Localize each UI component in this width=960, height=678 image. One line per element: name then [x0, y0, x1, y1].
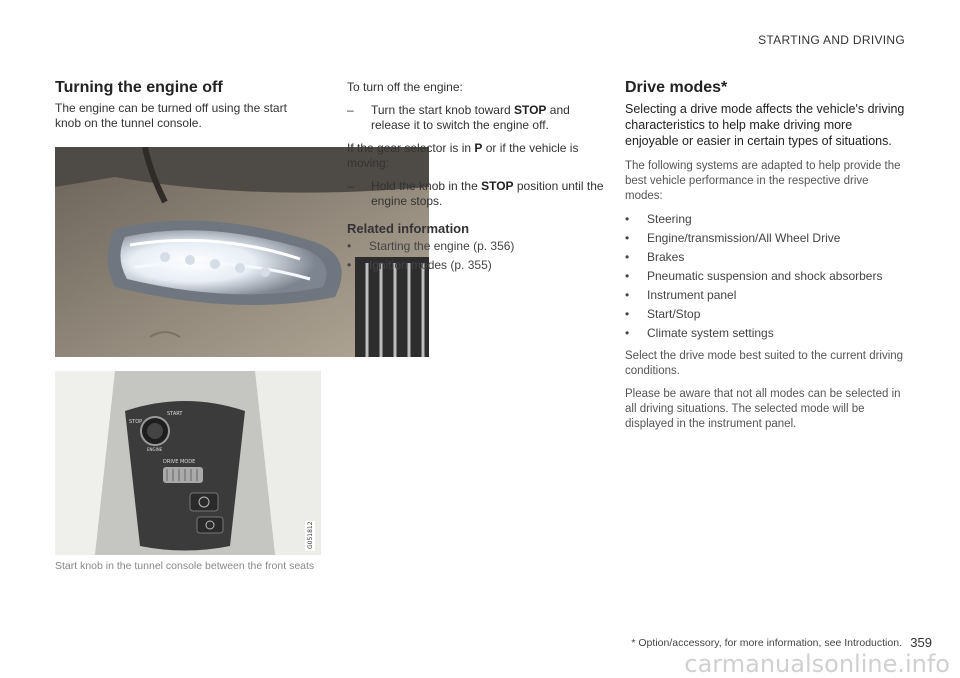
console-caption: Start knob in the tunnel console between the front seats [55, 560, 315, 572]
page-number: 359 [910, 635, 932, 650]
site-watermark: carmanualsonline.info [684, 650, 950, 678]
related-link-ignition[interactable]: • Ignition modes (p. 355) [347, 258, 492, 272]
step-2 [347, 179, 609, 209]
console-engine-label: ENGINE [147, 447, 163, 452]
middle-column [347, 80, 609, 277]
section-title-drive-modes: Drive modes* [625, 79, 728, 96]
footnote: * Option/accessory, for more information, see Introduction. [631, 637, 902, 649]
running-header: STARTING AND DRIVING [758, 33, 905, 47]
list-item: • Instrument panel [625, 288, 737, 302]
related-link-starting[interactable]: • Starting the engine (p. 356) [347, 239, 515, 253]
step-2-text: Hold the knob in the STOP position until the engine stops. [371, 179, 604, 208]
section-title-engine-off: Turning the engine off [55, 79, 223, 96]
console-drive-mode-label: DRIVE MODE [163, 459, 196, 465]
list-item: • Climate system settings [625, 326, 774, 340]
image-code: G051812 [307, 521, 314, 549]
list-item: • Brakes [625, 250, 685, 264]
related-information-heading: Related information [347, 221, 470, 236]
systems-lead: The following systems are adapted to help provide the best vehicle performance in the respective drive modes: [625, 160, 901, 202]
list-item: • Steering [625, 212, 692, 226]
console-stop-label: STOP [129, 419, 143, 425]
step-1-text: Turn the start knob toward STOP and release it to switch the engine off. [371, 103, 570, 132]
systems-list [625, 212, 907, 341]
list-item: • Start/Stop [625, 307, 701, 321]
engine-off-intro: The engine can be turned off using the start knob on the tunnel console. [55, 101, 287, 130]
moving-condition: If the gear selector is in P or if the vehicle is moving: [347, 141, 579, 170]
drive-mode-availability-paragraph: Please be aware that not all modes can be selected in all driving situations. The selected mode will be displayed in the instrument panel. [625, 388, 901, 430]
list-item: • Pneumatic suspension and shock absorbers [625, 269, 883, 283]
start-knob-console-illustration [55, 371, 321, 555]
right-column [625, 78, 907, 432]
step-1 [347, 103, 609, 133]
drive-mode-select-paragraph: Select the drive mode best suited to the current driving conditions. [625, 350, 904, 377]
dash-marker: – [347, 179, 354, 193]
bullet-dot: • [347, 239, 352, 253]
turn-off-lead: To turn off the engine: [347, 80, 463, 94]
dash-marker: – [347, 103, 354, 117]
console-start-label: START [167, 411, 183, 417]
bullet-dot: • [347, 258, 352, 272]
drive-modes-intro: Selecting a drive mode affects the vehicle's driving characteristics to help make driving more enjoyable or easier in certain types of situations. [625, 102, 905, 148]
left-column [55, 78, 305, 131]
console-photo [55, 371, 321, 555]
list-item: • Engine/transmission/All Wheel Drive [625, 231, 841, 245]
